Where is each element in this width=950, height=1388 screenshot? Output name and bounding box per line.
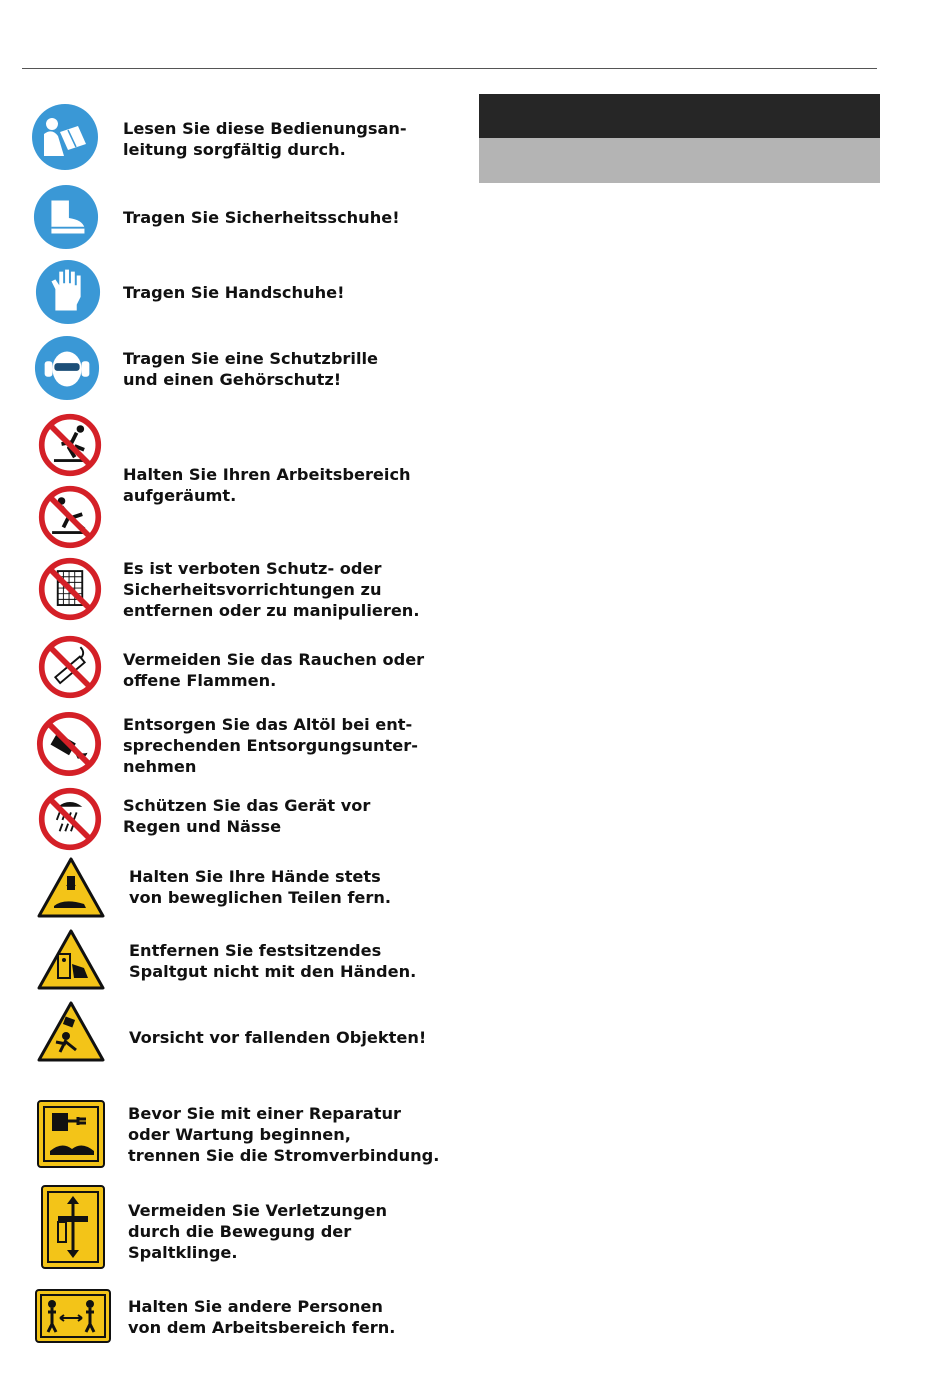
no-slipping-icon bbox=[36, 484, 104, 550]
instruction-text-10: Halten Sie Ihre Hände stets von beweglichen Teilen fern. bbox=[129, 867, 392, 907]
gloves-icon bbox=[34, 258, 102, 326]
instruction-text-7: Vermeiden Sie das Rauchen oder offene Flammen. bbox=[123, 650, 425, 690]
instruction-text-11: Entfernen Sie festsitzendes Spaltgut nicht mit den Händen. bbox=[129, 941, 417, 981]
read-manual-icon bbox=[30, 102, 100, 172]
hand-crush-warning-icon bbox=[36, 856, 106, 920]
instruction-text-14: Vermeiden Sie Verletzungen durch die Bewegung der Spaltklinge. bbox=[128, 1201, 387, 1262]
instruction-text-5: Halten Sie Ihren Arbeitsbereich aufgeräumt. bbox=[123, 465, 411, 505]
unplug-before-repair-icon bbox=[36, 1099, 106, 1169]
no-rain-icon bbox=[36, 786, 104, 852]
stuck-wood-warning-icon bbox=[36, 928, 106, 992]
safety-shoes-icon bbox=[32, 183, 100, 251]
instruction-text-9: Schützen Sie das Gerät vor Regen und Nässe bbox=[123, 796, 371, 836]
header-bar-light bbox=[479, 138, 880, 183]
instruction-text-3: Tragen Sie Handschuhe! bbox=[123, 283, 345, 302]
instruction-text-12: Vorsicht vor fallenden Objekten! bbox=[129, 1028, 427, 1047]
falling-objects-warning-icon bbox=[36, 1000, 106, 1064]
splitting-blade-icon bbox=[40, 1184, 106, 1270]
keep-distance-icon bbox=[34, 1288, 112, 1344]
instruction-text-4: Tragen Sie eine Schutzbrille und einen Gehörschutz! bbox=[123, 349, 379, 389]
instruction-text-6: Es ist verboten Schutz- oder Sicherheitsvorrichtungen zu entfernen oder zu manipulieren. bbox=[123, 559, 420, 620]
instruction-text-15: Halten Sie andere Personen von dem Arbeitsbereich fern. bbox=[128, 1297, 396, 1337]
instruction-text-8: Entsorgen Sie das Altöl bei ent- sprechenden Entsorgungsunter- nehmen bbox=[123, 715, 418, 776]
instruction-text-13: Bevor Sie mit einer Reparatur oder Wartung beginnen, trennen Sie die Stromverbindung. bbox=[128, 1104, 440, 1165]
instruction-text-1: Lesen Sie diese Bedienungsan- leitung sorgfältig durch. bbox=[123, 119, 407, 159]
instruction-text-2: Tragen Sie Sicherheitsschuhe! bbox=[123, 208, 400, 227]
header-bar-dark bbox=[479, 94, 880, 138]
no-tampering-guards-icon bbox=[36, 556, 104, 622]
no-oil-dumping-icon bbox=[34, 710, 104, 778]
goggles-ear-protection-icon bbox=[32, 334, 102, 402]
no-tripping-icon bbox=[36, 412, 104, 478]
top-divider bbox=[22, 68, 877, 69]
no-smoking-icon bbox=[36, 634, 104, 700]
